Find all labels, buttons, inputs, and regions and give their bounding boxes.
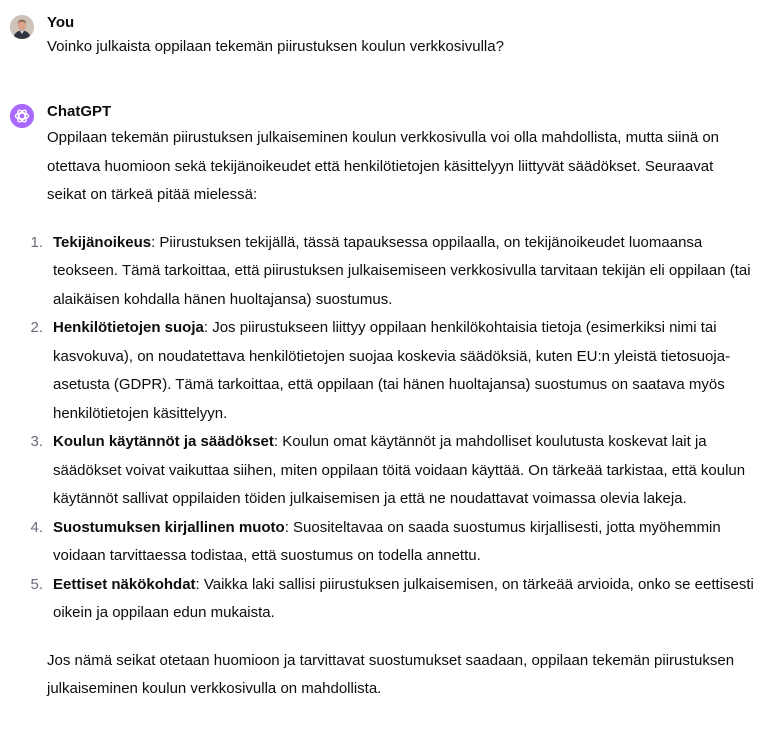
- list-text: : Jos piirustukseen liittyy oppilaan henkilökohtaisia tietoja (esimerkiksi nimi tai kasvokuva), on noudatettava henkilötietojen suojaa koskevia säädöksiä, kuten EU:n yleistä tietosuoja-asetusta (GDPR). Tämä tarkoittaa, että oppilaan (tai hänen huoltajansa) suostumus on saatava myös henkilötietojen käsittelyyn.: [53, 319, 731, 422]
- assistant-author-name: ChatGPT: [47, 103, 112, 120]
- user-message: [10, 13, 754, 59]
- list-number: 4.: [30, 518, 43, 536]
- list-text: : Vaikka laki sallisi piirustuksen julkaisemisen, on tärkeää arvioida, onko se eettisesti oikein ja oppilaan edun mukaista.: [53, 575, 754, 621]
- list-term: Suostumuksen kirjallinen muoto: [53, 518, 285, 536]
- list-number: 2.: [30, 319, 43, 336]
- list-text: : Suositeltavaa on saada suostumus kirjallisesti, jotta myöhemmin voidaan tarvittaessa todistaa, että suostumus on todella annettu.: [53, 518, 721, 564]
- list-term: Eettiset näkökohdat: [53, 575, 196, 593]
- assistant-intro: Oppilaan tekemän piirustuksen julkaiseminen koulun verkkosivulla voi olla mahdollista, mutta siinä on otettava huomioon sekä tekijänoikeudet että henkilötietojen käsittelyyn liittyvät säädökset. Seuraavat seikat on tärkeä pitää mielessä:: [47, 129, 720, 203]
- list-item: [30, 314, 754, 428]
- list-item: [30, 571, 754, 628]
- list-item: [30, 514, 754, 571]
- assistant-message: [10, 102, 754, 704]
- list-number: 3.: [30, 433, 43, 450]
- list-number: 1.: [30, 233, 43, 251]
- assistant-outro: Jos nämä seikat otetaan huomioon ja tarvittavat suostumukset saadaan, oppilaan tekemän piirustuksen julkaiseminen koulun verkkosivulla on mahdollista.: [47, 651, 735, 697]
- list-term: Tekijänoikeus: [53, 233, 152, 251]
- openai-logo-icon: [10, 104, 34, 128]
- list-term: Koulun käytännöt ja säädökset: [53, 433, 274, 450]
- list-item: [30, 428, 754, 514]
- list-item: [30, 229, 754, 315]
- considerations-list: [30, 229, 754, 628]
- list-text: : Koulun omat käytännöt ja mahdolliset koulutusta koskevat lait ja säädökset voivat vaikuttaa siihen, miten oppilaan töitä voidaan käyttää. On tärkeää tarkistaa, että koulun käytännöt sallivat oppilaiden töiden julkaisemisen ja että ne noudattavat voimassa olevia lakeja.: [53, 433, 746, 507]
- list-number: 5.: [30, 575, 43, 593]
- user-message-text: Voinko julkaista oppilaan tekemän piirustuksen koulun verkkosivulla?: [47, 38, 504, 55]
- list-text: : Piirustuksen tekijällä, tässä tapauksessa oppilaalla, on tekijänoikeudet luomaansa teokseen. Tämä tarkoittaa, että piirustuksen julkaisemiseen verkkosivulla tarvitaan tekijän eli oppilaan (tai alaikäisen kohdalla hänen huoltajansa) suostumus.: [53, 233, 751, 308]
- user-avatar: [10, 15, 34, 39]
- user-author-name: You: [47, 14, 75, 31]
- list-term: Henkilötietojen suoja: [53, 319, 204, 336]
